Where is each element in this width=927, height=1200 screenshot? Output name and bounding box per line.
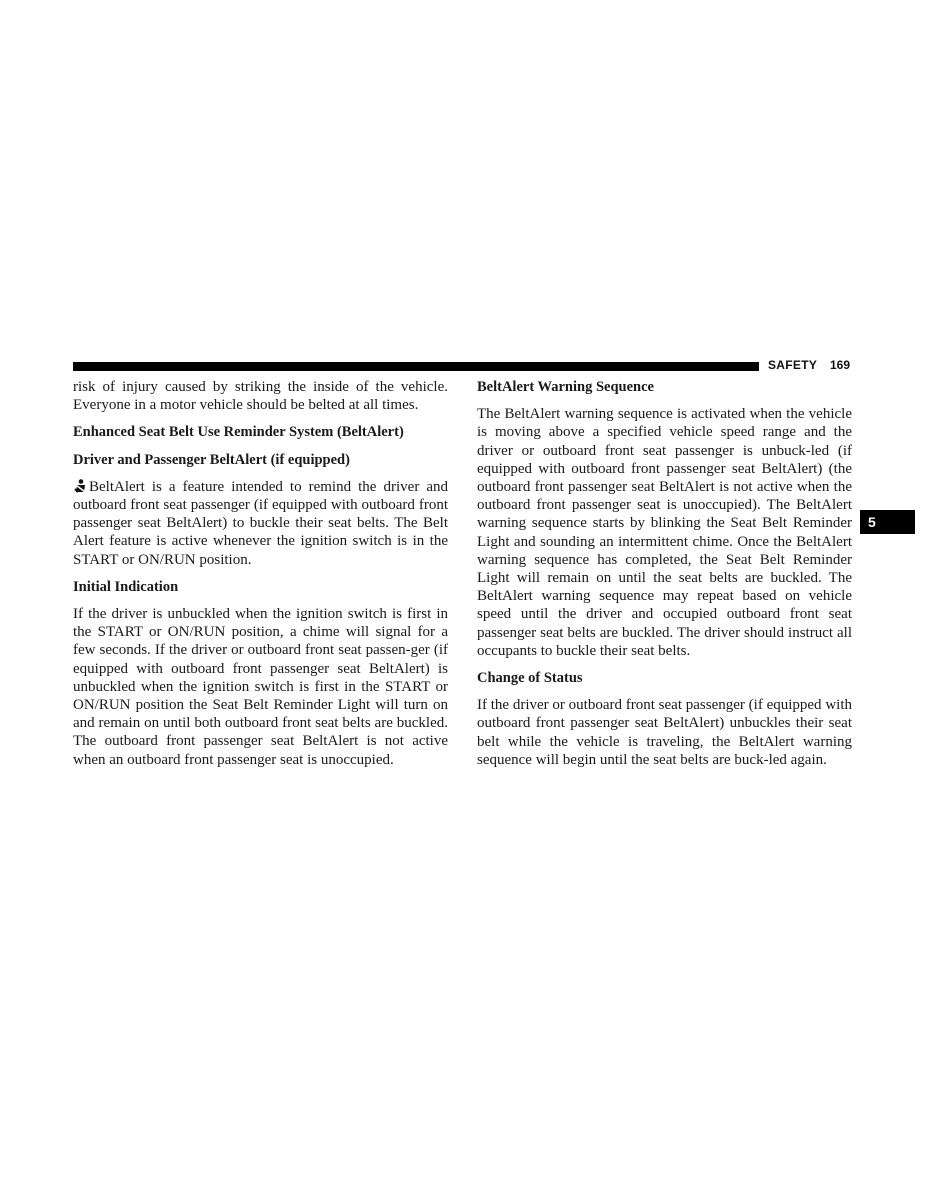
heading-change-of-status: Change of Status bbox=[477, 670, 583, 687]
page-number: 169 bbox=[830, 358, 851, 372]
chapter-tab bbox=[860, 510, 915, 534]
heading-initial-indication: Initial Indication bbox=[73, 578, 179, 595]
change-of-status-paragraph: If the driver or outboard front seat passenger (if equipped with outboard front passenger seat BeltAlert) unbuckles their seat belt while the vehicle is traveling, the BeltAlert warning sequence will begin until the seat belts are buck-led again. bbox=[477, 697, 852, 768]
initial-indication-paragraph: If the driver is unbuckled when the ignition switch is first in the START or ON/RUN position, a chime will signal for a few seconds. If the driver or outboard front seat passen-ger (if equipped with outboard front passenger seat BeltAlert) is unbuckled when the ignition switch is first in the START or ON/RUN position the Seat Belt Reminder Light will turn on and remain on until both outboard front seat belts are buckled. The outboard front passenger seat BeltAlert is not active when an outboard front passenger seat is unoccupied. bbox=[73, 606, 448, 768]
chapter-number: 5 bbox=[868, 514, 876, 530]
section-title: SAFETY bbox=[768, 358, 818, 372]
heading-driver-passenger-beltalert: Driver and Passenger BeltAlert (if equipped) bbox=[73, 451, 350, 468]
continued-paragraph: risk of injury caused by striking the inside of the vehicle. Everyone in a motor vehicle should be belted at all times. bbox=[73, 379, 448, 414]
right-column bbox=[477, 378, 852, 769]
seat-belt-reminder-icon bbox=[73, 479, 88, 493]
left-column bbox=[73, 378, 448, 769]
warning-sequence-paragraph: The BeltAlert warning sequence is activated when the vehicle is moving above a specified vehicle speed range and the driver or outboard front seat passenger is unbuck-led (if equipped with outboard front passenger seat BeltAlert) (the outboard front passenger seat BeltAlert is not active when the outboard front passenger seat is unoccupied). The BeltAlert warning sequence starts by blinking the Seat Belt Reminder Light and sounding an intermittent chime. Once the BeltAlert warning sequence has completed, the Seat Belt Reminder Light will remain on until the seat belts are buckled. The BeltAlert warning sequence may repeat based on vehicle speed until the driver and occupied outboard front seat passenger seat belts are buckled. The driver should instruct all occupants to buckle their seat belts. bbox=[477, 406, 852, 659]
beltalert-paragraph bbox=[73, 478, 448, 569]
header-rule bbox=[73, 362, 759, 371]
heading-enhanced-seat-belt: Enhanced Seat Belt Use Reminder System (BeltAlert) bbox=[73, 424, 404, 441]
beltalert-text: BeltAlert is a feature intended to remind the driver and outboard front seat passenger (if equipped with outboard front passenger seat BeltAlert) to buckle their seat belts. The Belt Alert feature is active whenever the ignition switch is in the START or ON/RUN position. bbox=[73, 478, 448, 568]
heading-warning-sequence: BeltAlert Warning Sequence bbox=[477, 379, 654, 395]
